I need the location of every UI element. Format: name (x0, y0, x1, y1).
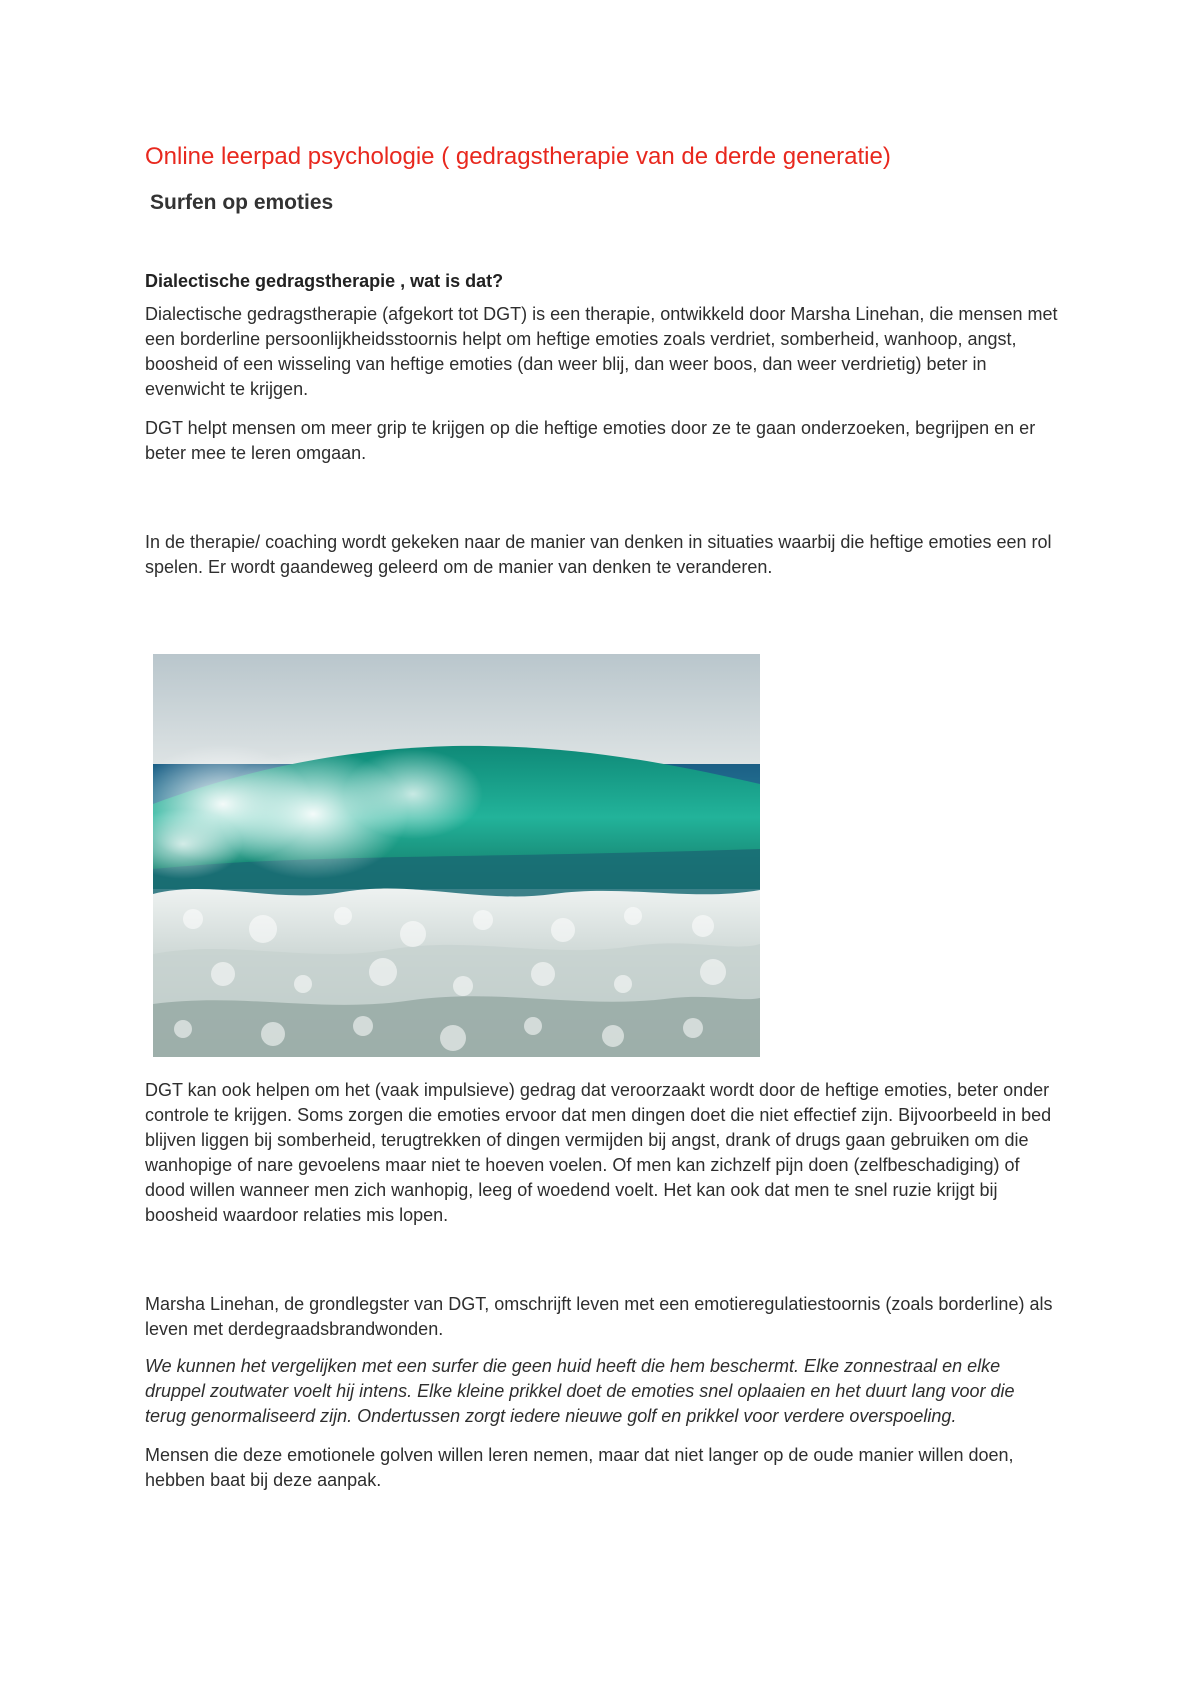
document-title: Online leerpad psychologie ( gedragstherapie van de derde generatie) (145, 143, 891, 170)
paragraph-conclusion: Mensen die deze emotionele golven willen leren nemen, maar dat niet langer op de oude manier willen doen, hebben baat bij deze aanpak. (145, 1445, 1014, 1490)
wave-illustration (153, 654, 760, 1057)
paragraph-linehan: Marsha Linehan, de grondlegster van DGT, omschrijft leven met een emotieregulatiestoornis (zoals borderline) als leven met derdegraadsbrandwonden. (145, 1294, 1053, 1339)
document-subtitle: Surfen op emoties (150, 191, 334, 214)
wave-photo (153, 654, 760, 1057)
paragraph-grip: DGT helpt mensen om meer grip te krijgen op die heftige emoties door ze te gaan onderzoeken, begrijpen en er beter mee te leren omgaan. (145, 418, 1036, 463)
paragraph-intro: Dialectische gedragstherapie (afgekort tot DGT) is een therapie, ontwikkeld door Marsha Linehan, die mensen met een borderline persoonlijkheidsstoornis helpt om heftige emoties zoals verdriet, somberheid, wanhoop, angst, boosheid of een wisseling van heftige emoties (dan weer blij, dan weer boos, dan weer verdrietig) beter in evenwicht te krijgen. (145, 304, 1058, 399)
section-heading: Dialectische gedragstherapie , wat is dat? (145, 271, 504, 291)
document-content (145, 140, 1060, 1493)
paragraph-impulsive: DGT kan ook helpen om het (vaak impulsieve) gedrag dat veroorzaakt wordt door de heftige emoties, beter onder controle te krijgen. Soms zorgen die emoties ervoor dat men dingen doet die niet effectief zijn. Bijvoorbeeld in bed blijven liggen bij somberheid, terugtrekken of dingen vermijden bij angst, drank of drugs gaan gebruiken om die wanhopige of nare gevoelens maar niet te hoeven voelen. Of men kan zichzelf pijn doen (zelfbeschadiging) of dood willen wanneer men zich wanhopig, leeg of woedend voelt. Het kan ook dat men te snel ruzie krijgt bij boosheid waardoor relaties mis lopen. (145, 1080, 1052, 1225)
spray-right (343, 749, 483, 839)
paragraph-surfer-quote: We kunnen het vergelijken met een surfer die geen huid heeft die hem beschermt. Elke zonnestraal en elke druppel zoutwater voelt hij intens. Elke kleine prikkel doet de emoties snel oplaaien en het duurt lang voor die terug genormaliseerd zijn. Ondertussen zorgt iedere nieuwe golf en prikkel voor verdere overspoeling. (145, 1356, 1015, 1426)
paragraph-coaching: In de therapie/ coaching wordt gekeken naar de manier van denken in situaties waarbij die heftige emoties een rol spelen. Er wordt gaandeweg geleerd om de manier van denken te veranderen. (145, 532, 1052, 577)
